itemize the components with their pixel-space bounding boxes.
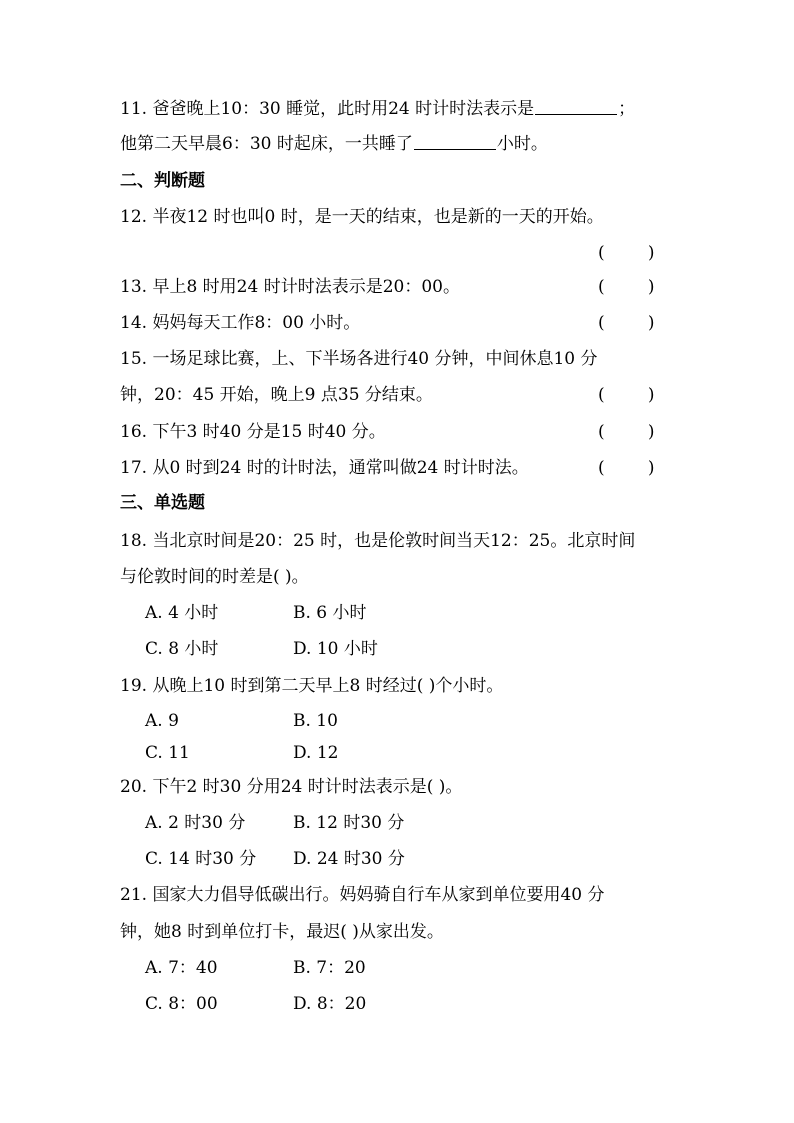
q13-text: 13. 早上8 时用24 时计时法表示是20：00。 <box>120 277 460 297</box>
q11-line1-end: ； <box>618 99 636 119</box>
q15-line2: 钟，20：45 开始，晚上9 点35 分结束。 <box>120 385 433 405</box>
section-title-judgment: 二、判断题 <box>120 171 205 191</box>
q19-option-d[interactable]: D. 12 <box>293 743 339 763</box>
q19-option-a[interactable]: A. 9 <box>145 711 179 731</box>
q15-answer-paren[interactable]: ( ) <box>598 385 655 405</box>
q16-answer-paren[interactable]: ( ) <box>598 422 655 442</box>
q11-line1 <box>120 98 635 120</box>
q21-line1: 21. 国家大力倡导低碳出行。妈妈骑自行车从家到单位要用40 分 <box>120 885 605 905</box>
q18-line2: 与伦敦时间的时差是( )。 <box>120 567 309 587</box>
section-title-single-choice: 三、单选题 <box>120 493 205 513</box>
q21-line2: 钟，她8 时到单位打卡，最迟( )从家出发。 <box>120 922 444 942</box>
q17-text: 17. 从0 时到24 时的计时法，通常叫做24 时计时法。 <box>120 458 529 478</box>
q11-line2 <box>120 133 548 155</box>
q21-option-d[interactable]: D. 8：20 <box>293 994 367 1014</box>
q20-option-b[interactable]: B. 12 时30 分 <box>293 813 405 833</box>
q15-line1: 15. 一场足球比赛，上、下半场各进行40 分钟，中间休息10 分 <box>120 349 598 369</box>
q14-answer-paren[interactable]: ( ) <box>598 313 655 333</box>
q11-line2-end: 小时。 <box>496 134 548 154</box>
q14-text: 14. 妈妈每天工作8：00 小时。 <box>120 313 361 333</box>
q17-answer-paren[interactable]: ( ) <box>598 458 655 478</box>
q19-option-c[interactable]: C. 11 <box>145 743 190 763</box>
q18-option-b[interactable]: B. 6 小时 <box>293 603 367 623</box>
q20-option-d[interactable]: D. 24 时30 分 <box>293 849 405 869</box>
q20-option-a[interactable]: A. 2 时30 分 <box>145 813 246 833</box>
q18-option-d[interactable]: D. 10 小时 <box>293 639 378 659</box>
q19-option-b[interactable]: B. 10 <box>293 711 338 731</box>
q13-answer-paren[interactable]: ( ) <box>598 277 655 297</box>
q12-text: 12. 半夜12 时也叫0 时，是一天的结束，也是新的一天的开始。 <box>120 207 604 227</box>
q12-answer-paren[interactable]: ( ) <box>598 243 655 263</box>
q20-option-c[interactable]: C. 14 时30 分 <box>145 849 257 869</box>
q11-blank-24h[interactable] <box>535 98 617 115</box>
q11-line2-text: 他第二天早晨6：30 时起床，一共睡了 <box>120 134 413 154</box>
q18-option-c[interactable]: C. 8 小时 <box>145 639 219 659</box>
q21-option-c[interactable]: C. 8：00 <box>145 994 218 1014</box>
q18-option-a[interactable]: A. 4 小时 <box>145 603 219 623</box>
q19-line1: 19. 从晚上10 时到第二天早上8 时经过( )个小时。 <box>120 676 504 696</box>
q21-option-a[interactable]: A. 7：40 <box>145 958 218 978</box>
q16-text: 16. 下午3 时40 分是15 时40 分。 <box>120 422 386 442</box>
q18-line1: 18. 当北京时间是20：25 时，也是伦敦时间当天12：25。北京时间 <box>120 531 636 551</box>
q20-line1: 20. 下午2 时30 分用24 时计时法表示是( )。 <box>120 777 463 797</box>
q21-option-b[interactable]: B. 7：20 <box>293 958 366 978</box>
q11-line1-text: 11. 爸爸晚上10：30 睡觉，此时用24 时计时法表示是 <box>120 99 535 119</box>
q11-blank-hours[interactable] <box>414 133 496 150</box>
